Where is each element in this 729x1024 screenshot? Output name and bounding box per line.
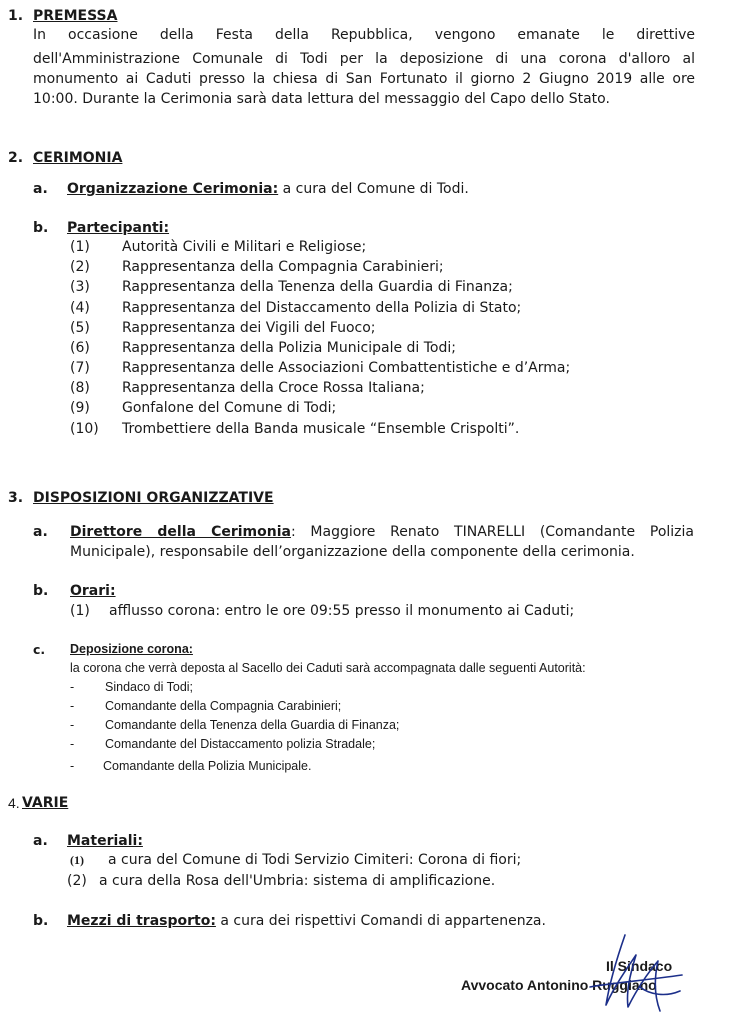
section-1-title: PREMESSA [33,8,118,24]
section-3b-letter: b. [33,583,49,599]
section-3-title: DISPOSIZIONI ORGANIZZATIVE [33,490,274,506]
section-1-line-3: monumento ai Caduti presso la chiesa di San Fortunato il giorno 2 Giugno 2019 alle ore [33,71,695,87]
section-3a-title: Direttore della Cerimonia [70,524,291,540]
participant-text-6: Rappresentanza della Polizia Municipale di Todi; [122,340,456,356]
section-3b-title: Orari: [70,583,116,599]
participant-num-5: (5) [70,320,90,336]
section-2-title: CERIMONIA [33,150,123,166]
material-text-2: a cura della Rosa dell'Umbria: sistema di amplificazione. [99,873,496,889]
participant-text-5: Rappresentanza dei Vigili del Fuoco; [122,320,376,336]
participant-text-2: Rappresentanza della Compagnia Carabinieri; [122,259,444,275]
participant-num-3: (3) [70,279,90,295]
participant-text-1: Autorità Civili e Militari e Religiose; [122,239,367,255]
section-1-line-1: In occasione della Festa della Repubblica, vengono emanate le direttive [33,27,695,43]
schedule-num-1: (1) [70,603,90,619]
participant-text-8: Rappresentanza della Croce Rossa Italiana; [122,380,425,396]
authority-1: Sindaco di Todi; [105,680,194,694]
dash-1: - [70,680,75,694]
section-4a-letter: a. [33,833,48,849]
participant-num-6: (6) [70,340,90,356]
participant-num-1: (1) [70,239,90,255]
authority-4: Comandante del Distaccamento polizia Stradale; [105,737,376,751]
participant-num-7: (7) [70,360,90,376]
authority-2: Comandante della Compagnia Carabinieri; [105,699,342,713]
participant-text-7: Rappresentanza delle Associazioni Combattentistiche e d’Arma; [122,360,571,376]
signature-role: Il Sindaco [606,958,673,974]
section-2b-title: Partecipanti: [67,220,170,236]
dash-5: - [70,759,75,773]
section-4b-line [67,913,546,929]
section-2a-line [67,181,469,197]
participant-num-9: (9) [70,400,90,416]
section-3a-letter: a. [33,524,48,540]
participant-text-9: Gonfalone del Comune di Todi; [122,400,337,416]
participant-num-4: (4) [70,300,90,316]
section-2a-letter: a. [33,181,48,197]
handwritten-signature [570,925,700,1020]
section-3-number: 3. [8,490,24,506]
section-2b-letter: b. [33,220,49,236]
dash-2: - [70,699,75,713]
section-4b-text: a cura dei rispettivi Comandi di appartenenza. [215,913,546,929]
section-3a-text-1: : Maggiore Renato TINARELLI (Comandante Polizia [290,524,694,540]
schedule-text-1: afflusso corona: entro le ore 09:55 presso il monumento ai Caduti; [109,603,575,619]
participant-num-10: (10) [70,421,99,437]
section-2a-text: a cura del Comune di Todi. [278,181,469,197]
section-4-number: 4. [8,795,20,811]
section-1-line-4: 10:00. Durante la Cerimonia sarà data lettura del messaggio del Capo dello Stato. [33,91,610,107]
participant-num-8: (8) [70,380,90,396]
material-num-1: (1) [70,853,84,867]
dash-4: - [70,737,75,751]
participant-text-10: Trombettiere della Banda musicale “Ensemble Crispolti”. [122,421,520,437]
section-2-number: 2. [8,150,24,166]
section-3c-title: Deposizione corona: [70,642,193,656]
section-1-number: 1. [8,8,24,24]
section-4a-title: Materiali: [67,833,143,849]
participant-text-3: Rappresentanza della Tenenza della Guardia di Finanza; [122,279,513,295]
section-4b-letter: b. [33,913,49,929]
section-3c-intro: la corona che verrà deposta al Sacello dei Caduti sarà accompagnata dalle seguenti Autorità: [70,661,586,675]
participant-text-4: Rappresentanza del Distaccamento della Polizia di Stato; [122,300,522,316]
participant-num-2: (2) [70,259,90,275]
authority-3: Comandante della Tenenza della Guardia di Finanza; [105,718,400,732]
section-4-title: VARIE [22,795,69,811]
section-3c-letter: c. [33,642,46,657]
section-1-line-2: dell'Amministrazione Comunale di Todi per la deposizione di una corona d'alloro al [33,51,695,67]
signature-name: Avvocato Antonino Ruggiano [461,977,657,993]
dash-3: - [70,718,75,732]
authority-5: Comandante della Polizia Municipale. [103,759,312,773]
section-3a-line-2: Municipale), responsabile dell’organizzazione della componente della cerimonia. [70,544,635,560]
section-3a-line-1 [70,524,694,540]
section-4b-title: Mezzi di trasporto: [67,913,216,929]
material-text-1: a cura del Comune di Todi Servizio Cimiteri: Corona di fiori; [108,852,522,868]
material-num-2: (2) [67,873,87,889]
section-2a-title: Organizzazione Cerimonia: [67,181,279,197]
